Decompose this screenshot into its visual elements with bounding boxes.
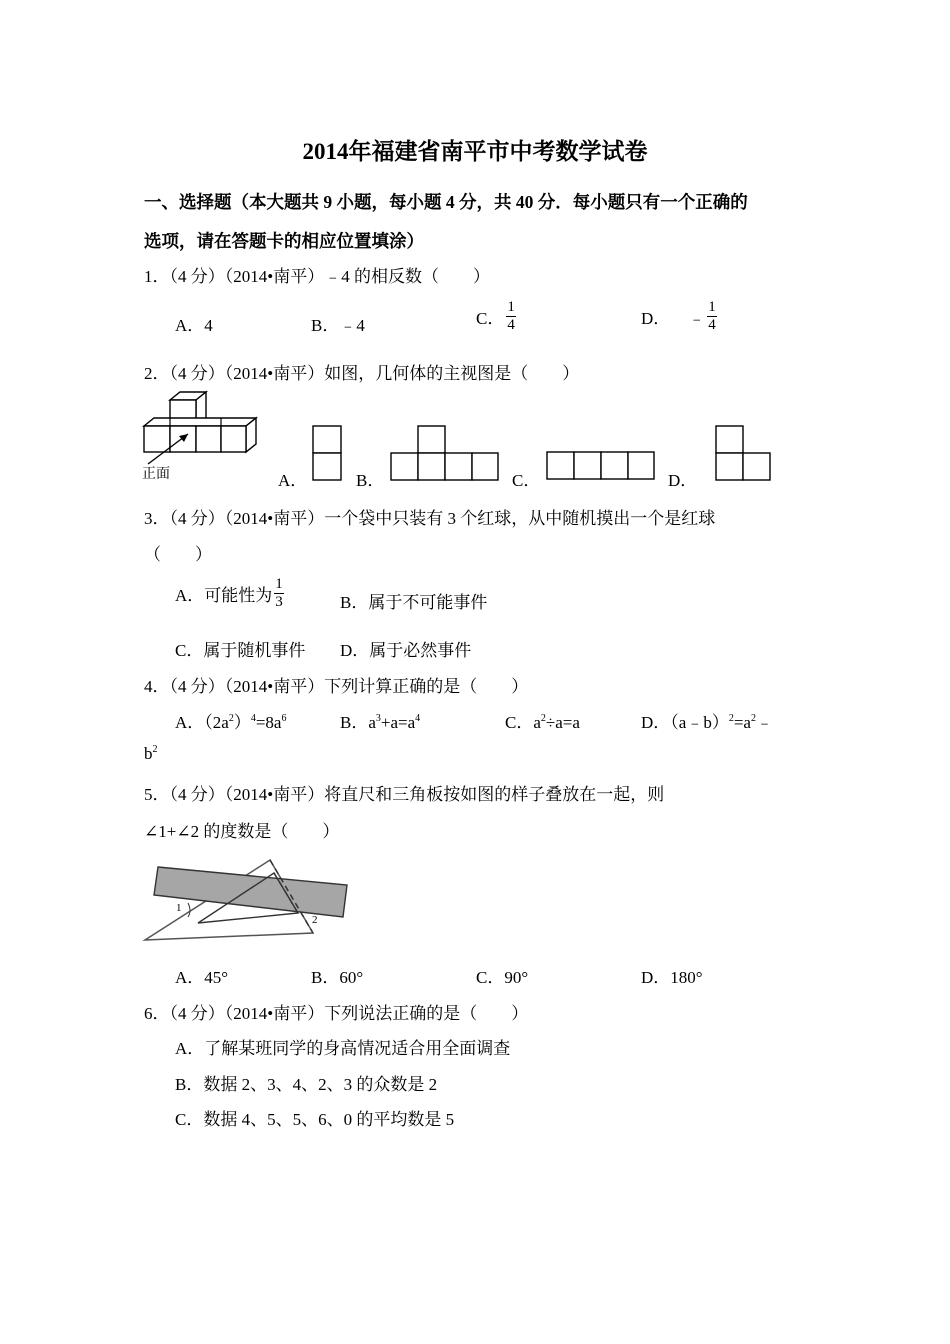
fraction-denominator: 4: [507, 317, 515, 333]
q2-front-label: 正面: [142, 466, 170, 482]
q6-option-c: C．数据 4、5、5、6、0 的平均数是 5: [175, 1110, 455, 1129]
q4-d-part: ﹣: [755, 713, 773, 732]
q6-option-a: A．了解某班同学的身高情况适合用全面调查: [175, 1039, 511, 1058]
q4-option-c: [505, 708, 580, 733]
q4-a-part: ）: [233, 713, 251, 732]
fraction-numerator: 1: [507, 299, 515, 315]
question-3-stem-paren: （ ）: [144, 545, 212, 564]
q3-option-a-label: A．可能性为: [175, 586, 273, 605]
q4-b-exponent: 3: [375, 713, 381, 724]
q1-option-a: A．4: [175, 316, 213, 335]
section-heading-line1: 一、选择题（本大题共 9 小题，每小题 4 分，共 40 分．每小题只有一个正确的: [144, 192, 748, 212]
q3-option-a-fraction: [274, 577, 284, 610]
q4-option-d: [641, 708, 773, 733]
q3-option-d: D．属于必然事件: [340, 641, 472, 660]
q4-d-part: =a: [733, 713, 751, 732]
q1-option-d-label: D．: [641, 309, 671, 328]
q4-d-part: b: [144, 744, 153, 763]
q1-option-c-fraction: [506, 300, 516, 333]
q5-option-b: B．60°: [311, 968, 364, 987]
fraction-numerator: 1: [275, 576, 283, 592]
question-5-stem-line2: ∠1+∠2 的度数是（ ）: [144, 822, 340, 841]
page-title: 2014年福建省南平市中考数学试卷: [302, 139, 648, 164]
q4-d-exponent: 2: [750, 713, 756, 724]
q4-option-b: [340, 708, 420, 733]
q4-a-exponent: 2: [228, 713, 234, 724]
q5-ruler-triangle-figure: [140, 855, 355, 945]
q1-option-c-label: C．: [476, 309, 505, 328]
q3-option-b: B．属于不可能事件: [340, 593, 488, 612]
q3-option-a: [175, 577, 286, 610]
q4-a-part: =8a: [255, 713, 282, 732]
q2-option-d-figure: [715, 425, 773, 481]
q1-option-c: [476, 300, 518, 333]
q2-option-c-figure: [546, 451, 656, 481]
q2-option-a-figure: [312, 425, 344, 481]
q4-c-part: ÷a=a: [545, 713, 580, 732]
q4-b-part: +a=a: [380, 713, 416, 732]
q2-option-b-figure: [390, 425, 500, 481]
question-2-stem: 2．（4 分）（2014•南平）如图，几何体的主视图是（ ）: [144, 364, 580, 383]
question-6-stem: 6．（4 分）（2014•南平）下列说法正确的是（ ）: [144, 1004, 529, 1023]
q5-option-a: A．45°: [175, 968, 229, 987]
q4-b-exponent: 4: [415, 713, 421, 724]
q3-option-c: C．属于随机事件: [175, 641, 306, 660]
q4-d-exponent: 2: [728, 713, 734, 724]
q1-option-b: B．﹣4: [311, 316, 365, 335]
question-3-stem: 3．（4 分）（2014•南平）一个袋中只装有 3 个红球，从中随机摸出一个是红球: [144, 509, 716, 528]
q2-solid-figure: [140, 388, 270, 484]
q4-d-exponent: 2: [152, 744, 158, 755]
question-5-stem: 5．（4 分）（2014•南平）将直尺和三角板按如图的样子叠放在一起，则: [144, 785, 665, 804]
q4-c-part: C．a: [505, 713, 541, 732]
q4-a-exponent: 4: [250, 713, 256, 724]
q5-option-c: C．90°: [476, 968, 529, 987]
q2-option-a-label: A．: [278, 471, 308, 490]
q5-option-d: D．180°: [641, 968, 703, 987]
question-4-stem: 4．（4 分）（2014•南平）下列计算正确的是（ ）: [144, 677, 529, 696]
q4-a-exponent: 6: [281, 713, 287, 724]
q5-angle-2-label: 2: [312, 914, 318, 926]
q4-a-part: A．（2a: [175, 713, 229, 732]
fraction-denominator: 4: [708, 317, 716, 333]
q4-option-a: [175, 708, 286, 733]
q5-angle-1-label: 1: [176, 902, 182, 914]
q4-c-exponent: 2: [540, 713, 546, 724]
q2-option-b-label: B．: [356, 471, 385, 490]
question-1-stem: 1．（4 分）（2014•南平）﹣4 的相反数（ ）: [144, 267, 490, 286]
fraction-numerator: 1: [708, 299, 716, 315]
q6-option-b: B．数据 2、3、4、2、3 的众数是 2: [175, 1075, 438, 1094]
q1-option-d: [641, 300, 719, 333]
q1-option-d-fraction: [707, 300, 717, 333]
section-heading-line2: 选项，请在答题卡的相应位置填涂）: [144, 231, 424, 251]
q2-option-d-label: D．: [668, 471, 698, 490]
q4-d-part: D．（a﹣b）: [641, 713, 729, 732]
fraction-denominator: 3: [275, 594, 283, 610]
q4-b-part: B．a: [340, 713, 376, 732]
q1-option-d-sign: ﹣: [688, 309, 706, 328]
q2-option-c-label: C．: [512, 471, 541, 490]
q4-option-d-wrap: [144, 744, 158, 764]
